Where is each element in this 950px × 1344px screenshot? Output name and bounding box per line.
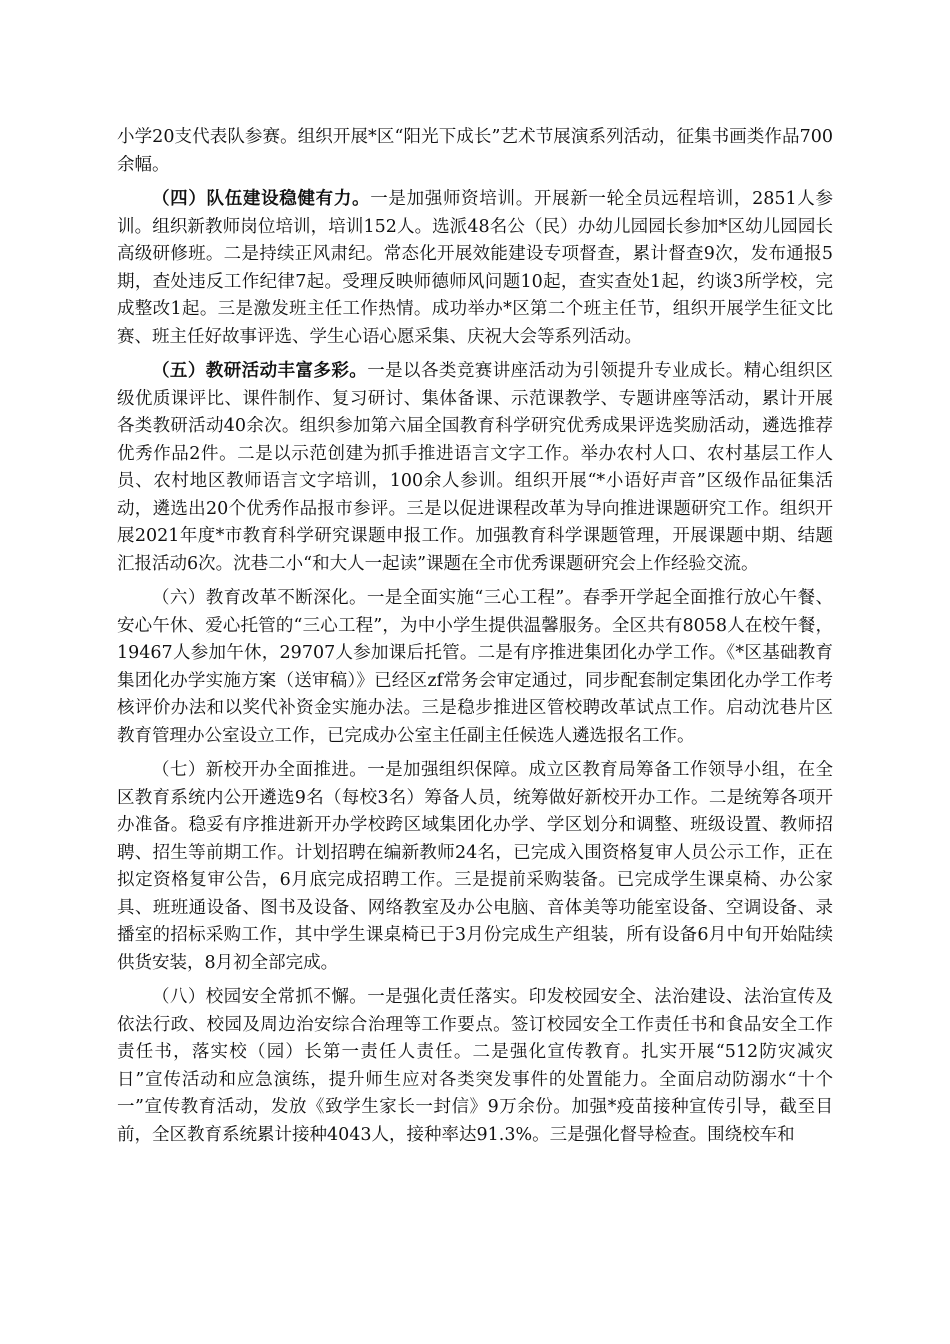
document-body (117, 124, 833, 1156)
paragraph-campus-safety (117, 984, 833, 1149)
paragraph-heading: （五）教研活动丰富多彩。 (152, 361, 368, 381)
paragraph-education-reform (117, 585, 833, 750)
paragraph-body: 小学20支代表队参赛。组织开展*区“阳光下成长”艺术节展演系列活动，征集书画类作品700余幅。 (117, 127, 833, 175)
paragraph-body: （八）校园安全常抓不懈。一是强化责任落实。印发校园安全、法治建设、法治宣传及依法行政、校园及周边治安综合治理等工作要点。签订校园安全工作责任书和食品安全工作责任书，落实校（园）长第一责任人责任。二是强化宣传教育。扎实开展“512防灾减灾日”宣传活动和应急演练，提升师生应对各类突发事件的处置能力。全面启动防溺水“十个一”宣传教育活动，发放《致学生家长一封信》9万余份。加强*疫苗接种宣传引导，截至目前，全区教育系统累计接种4043人，接种率达91.3%。三是强化督导检查。围绕校车和 (117, 987, 833, 1145)
paragraph-body: （七）新校开办全面推进。一是加强组织保障。成立区教育局筹备工作领导小组，在全区教育系统内公开遴选9名（每校3名）筹备人员，统筹做好新校开办工作。二是统筹各项开办准备。稳妥有序推进新开办学校跨区域集团化办学、学区划分和调整、班级设置、教师招聘、招生等前期工作。计划招聘在编新教师24名，已完成入围资格复审人员公示工作，正在拟定资格复审公告，6月底完成招聘工作。三是提前采购装备。已完成学生课桌椅、办公家具、班班通设备、图书及设备、网络教室及办公电脑、音体美等功能室设备、空调设备、录播室的招标采购工作，其中学生课桌椅已于3月份完成生产组装，所有设备6月中旬开始陆续供货安装，8月初全部完成。 (117, 760, 833, 973)
paragraph-body: （六）教育改革不断深化。一是全面实施“三心工程”。春季开学起全面推行放心午餐、安心午休、爱心托管的“三心工程”，为中小学生提供温馨服务。全区共有8058人在校午餐，19467人参加午休，29707人参加课后托管。二是有序推进集团化办学工作。《*区基础教育集团化办学实施方案（送审稿）》已经区zf常务会审定通过，同步配套制定集团化办学工作考核评价办法和以奖代补资金实施办法。三是稳步推进区管校聘改革试点工作。启动沈巷片区教育管理办公室设立工作，已完成办公室主任副主任候选人遴选报名工作。 (117, 588, 833, 746)
paragraph-body: 一是加强师资培训。开展新一轮全员远程培训，2851人参训。组织新教师岗位培训，培训152人。选派48名公（民）办幼儿园园长参加*区幼儿园园长高级研修班。二是持续正风肃纪。常态化开展效能建设专项督查，累计督查9次，发布通报5期，查处违反工作纪律7起。受理反映师德师风问题10起，查实查处1起，约谈3所学校，完成整改1起。三是激发班主任工作热情。成功举办*区第二个班主任节，组织开展学生征文比赛、班主任好故事评选、学生心语心愿采集、庆祝大会等系列活动。 (117, 189, 833, 347)
paragraph-heading: （四）队伍建设稳健有力。 (152, 189, 371, 209)
paragraph-teaching-research (117, 358, 833, 578)
paragraph-body: 一是以各类竞赛讲座活动为引领提升专业成长。精心组织区级优质课评比、课件制作、复习研讨、集体备课、示范课教学、专题讲座等活动，累计开展各类教研活动40余次。组织参加第六届全国教育科学研究优秀成果评选奖励活动，遴选推荐优秀作品2件。二是以示范创建为抓手推进语言文字工作。举办农村人口、农村基层工作人员、农村地区教师语言文字培训，100余人参训。组织开展“*小语好声音”区级作品征集活动，遴选出20个优秀作品报市参评。三是以促进课程改革为导向推进课题研究工作。组织开展2021年度*市教育科学研究课题申报工作。加强教育科学课题管理，开展课题中期、结题汇报活动6次。沈巷二小“和大人一起读”课题在全市优秀课题研究会上作经验交流。 (117, 361, 834, 574)
paragraph-new-school (117, 757, 833, 977)
paragraph-continuation (117, 124, 833, 179)
paragraph-team-building (117, 186, 833, 351)
